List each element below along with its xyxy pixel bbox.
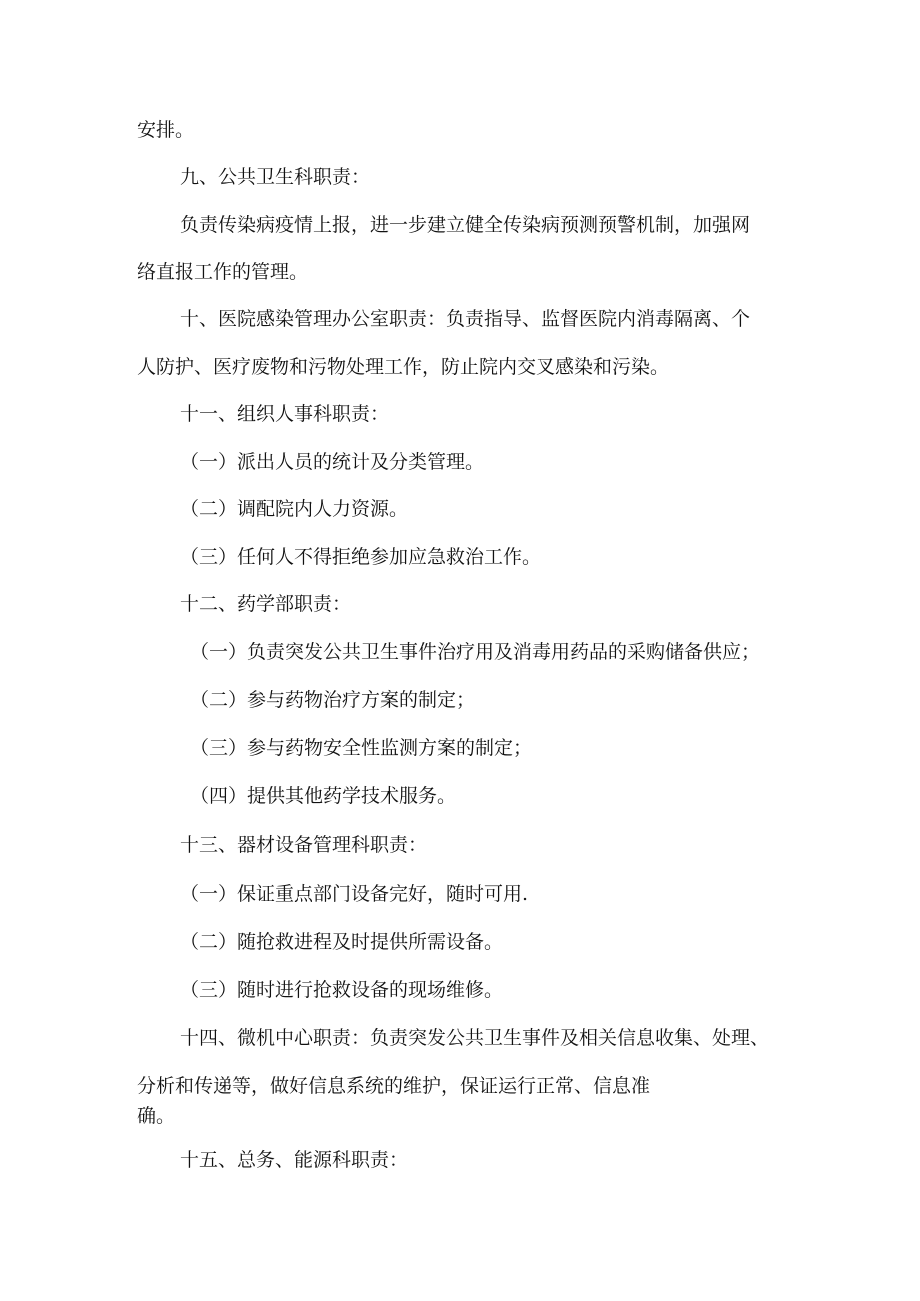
text-line: 分析和传递等，做好信息系统的维护，保证运行正常、信息准 [137, 1075, 651, 1097]
list-item: （一）负责突发公共卫生事件治疗用及消毒用药品的采购储备供应； [190, 641, 761, 663]
text-line: 负责传染病疫情上报，进一步建立健全传染病预测预警机制，加强网 [180, 214, 751, 236]
section-heading: 十二、药学部职责： [180, 593, 352, 615]
section-heading: 十三、器材设备管理科职责： [180, 834, 428, 856]
list-item: （一）保证重点部门设备完好，随时可用. [180, 883, 529, 905]
list-item: （三）随时进行抢救设备的现场维修。 [180, 979, 504, 1001]
list-item: （三）参与药物安全性监测方案的制定； [190, 737, 533, 759]
text-line: 安排。 [137, 119, 195, 141]
text-line: 人防护、医疗废物和污物处理工作，防止院内交叉感染和污染。 [137, 356, 670, 378]
list-item: （二）随抢救进程及时提供所需设备。 [180, 931, 504, 953]
section-heading: 九、公共卫生科职责： [180, 166, 371, 188]
section-heading: 十四、微机中心职责：负责突发公共卫生事件及相关信息收集、处理、 [180, 1027, 770, 1049]
section-heading: 十、医院感染管理办公室职责：负责指导、监督医院内消毒隔离、个 [180, 308, 751, 330]
section-heading: 十五、总务、能源科职责： [180, 1149, 409, 1171]
list-item: （三）任何人不得拒绝参加应急救治工作。 [180, 546, 542, 568]
list-item: （二）参与药物治疗方案的制定； [190, 689, 476, 711]
text-line: 络直报工作的管理。 [137, 261, 309, 283]
list-item: （一）派出人员的统计及分类管理。 [180, 451, 485, 473]
list-item: （二）调配院内人力资源。 [180, 498, 409, 520]
section-heading: 十一、组织人事科职责： [180, 403, 390, 425]
list-item: （四）提供其他药学技术服务。 [190, 785, 457, 807]
text-line: 确。 [137, 1105, 176, 1127]
